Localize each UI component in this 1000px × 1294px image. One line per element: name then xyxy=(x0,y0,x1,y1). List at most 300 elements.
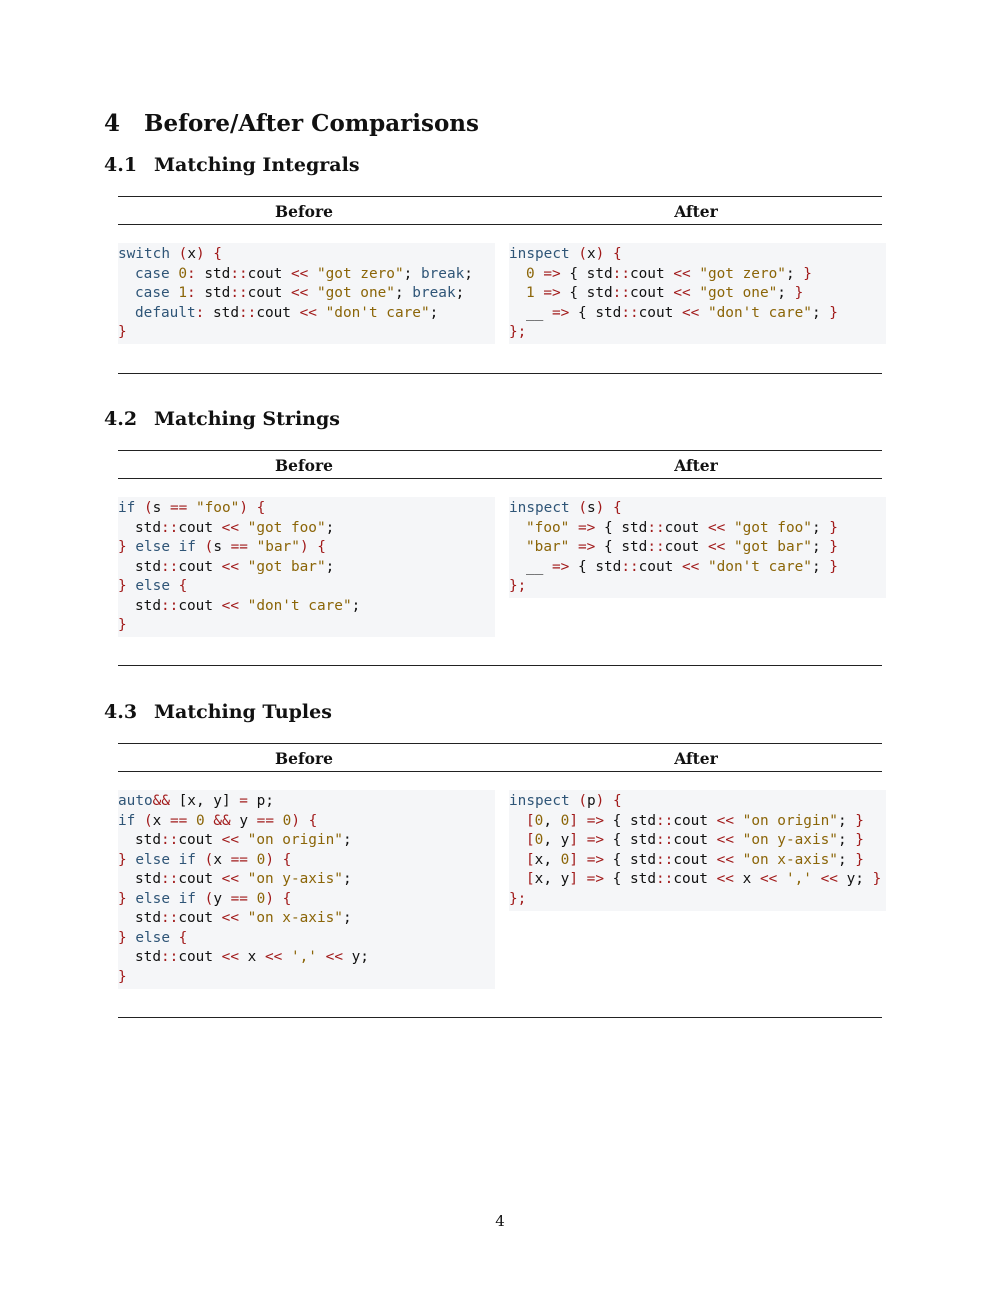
code-token: :: xyxy=(647,539,665,555)
code-token xyxy=(239,832,248,848)
code-token: :: xyxy=(656,812,674,829)
code-token: "got foo" xyxy=(247,519,326,536)
code-token: << xyxy=(673,285,691,301)
code-line xyxy=(118,519,495,539)
top-rule xyxy=(118,743,882,744)
code-token: cout xyxy=(629,285,674,301)
code-token: : xyxy=(195,304,205,321)
code-token: [ xyxy=(526,871,535,887)
code-token: x xyxy=(187,246,196,262)
subsection-heading-4-1 xyxy=(104,154,360,176)
code-block-before xyxy=(118,497,495,637)
column-header-after: After xyxy=(674,749,718,768)
top-rule xyxy=(118,196,882,197)
code-token: ) { xyxy=(265,851,292,868)
code-token: cout xyxy=(664,539,708,555)
comparison-table-tuples xyxy=(118,743,882,1023)
code-token: :: xyxy=(161,597,179,614)
code-token: , y xyxy=(543,832,570,848)
code-token: p xyxy=(586,793,596,809)
code-token: std xyxy=(195,285,231,301)
code-token xyxy=(239,559,248,575)
code-token: } xyxy=(118,929,136,946)
code-token: << xyxy=(290,285,309,301)
code-token: << xyxy=(681,558,700,575)
code-token: :: xyxy=(161,558,179,575)
code-token: 0 xyxy=(282,812,292,829)
code-token: std xyxy=(135,597,161,614)
code-token: ) { xyxy=(595,246,622,262)
code-token: } xyxy=(118,578,136,594)
code-token: "on x-axis" xyxy=(742,851,838,868)
code-token xyxy=(187,500,196,516)
code-token: cout xyxy=(247,285,291,301)
code-token: y xyxy=(213,890,231,907)
code-token: :: xyxy=(612,285,630,301)
code-line xyxy=(118,870,495,890)
code-token: cout xyxy=(247,265,291,282)
code-line xyxy=(118,948,495,968)
code-token: , xyxy=(543,812,561,829)
code-token xyxy=(578,852,587,868)
code-token: && xyxy=(213,812,231,829)
code-token xyxy=(569,539,578,555)
code-token xyxy=(248,891,257,907)
code-token: ( xyxy=(135,500,153,516)
code-token: x xyxy=(152,812,170,829)
code-token: [ xyxy=(526,832,535,848)
code-line xyxy=(118,323,495,343)
code-token: == xyxy=(169,812,188,829)
code-line xyxy=(118,616,495,636)
code-token: cout xyxy=(178,519,222,536)
code-token: "don't care" xyxy=(247,597,352,614)
code-token: ',' xyxy=(785,871,812,887)
code-token: std xyxy=(135,558,161,575)
code-token: :: xyxy=(621,304,639,321)
code-token: cout xyxy=(178,832,222,848)
code-token: }; xyxy=(509,578,527,594)
code-token: cout xyxy=(664,519,708,536)
code-token xyxy=(248,539,257,555)
code-token: => xyxy=(586,871,604,887)
code-line xyxy=(509,870,886,890)
code-token: "on origin" xyxy=(742,812,838,829)
code-token: } xyxy=(829,558,838,575)
code-token: :: xyxy=(230,265,248,282)
code-token: "don't care" xyxy=(325,304,430,321)
code-token: "on origin" xyxy=(247,832,343,848)
code-token: } xyxy=(829,539,838,555)
code-token: 1 xyxy=(178,285,187,301)
code-token: ; xyxy=(837,832,856,848)
code-token: << xyxy=(221,949,239,965)
code-line xyxy=(118,577,495,597)
code-token: { std xyxy=(560,265,613,282)
header-rule xyxy=(118,478,882,479)
code-token: "foo" xyxy=(195,500,240,516)
code-line xyxy=(509,558,886,578)
code-line xyxy=(118,245,495,265)
code-token: { std xyxy=(569,304,622,321)
code-token: 0 xyxy=(526,265,535,282)
code-token: ; xyxy=(342,871,352,887)
code-token: }; xyxy=(509,324,527,340)
code-token: } xyxy=(829,304,838,321)
subsection-number: 4.1 xyxy=(104,154,138,176)
code-token: "on x-axis" xyxy=(247,910,343,926)
code-token: ; xyxy=(785,265,804,282)
code-token: ) { xyxy=(195,246,222,262)
code-token: { std xyxy=(604,812,656,829)
code-token: "don't care" xyxy=(707,304,812,321)
code-token: y xyxy=(230,812,257,829)
code-token: :: xyxy=(656,832,674,848)
code-token: cout xyxy=(638,304,682,321)
code-token: { std xyxy=(560,285,613,301)
code-token: } xyxy=(855,851,864,868)
code-token: x xyxy=(586,246,596,262)
code-token xyxy=(308,285,317,301)
code-token: << xyxy=(716,812,734,829)
code-token xyxy=(187,813,196,829)
code-token: ; xyxy=(455,285,465,301)
code-token xyxy=(282,949,291,965)
code-line xyxy=(118,968,495,988)
top-rule xyxy=(118,450,882,451)
code-token: => xyxy=(552,304,570,321)
code-token: { xyxy=(169,578,188,594)
code-token: std xyxy=(135,519,161,536)
code-token: inspect xyxy=(509,793,570,809)
code-token: cout xyxy=(178,910,222,926)
code-token: "got zero" xyxy=(316,265,404,282)
code-token: ) { xyxy=(291,812,318,829)
code-token: "bar" xyxy=(526,539,570,555)
code-token: << xyxy=(707,539,726,555)
code-token: ; xyxy=(837,851,856,868)
code-token: 0 xyxy=(560,851,570,868)
code-line xyxy=(509,792,886,812)
code-token: => xyxy=(552,558,570,575)
code-token: ; xyxy=(811,519,830,536)
code-token: ; xyxy=(325,519,335,536)
code-line xyxy=(509,812,886,832)
comparison-table-integrals xyxy=(118,196,882,376)
code-token: __ xyxy=(526,558,552,575)
code-token: x, y xyxy=(534,871,570,887)
code-token: y; xyxy=(837,871,873,887)
code-token: switch xyxy=(118,246,170,262)
code-token: ; xyxy=(464,265,473,282)
code-token: :: xyxy=(647,519,665,536)
section-heading xyxy=(104,110,479,137)
code-token xyxy=(734,813,743,829)
code-token: cout xyxy=(178,949,222,965)
code-token xyxy=(734,852,743,868)
code-line xyxy=(509,831,886,851)
code-token: "got bar" xyxy=(733,539,812,555)
code-token: => xyxy=(543,285,561,301)
code-token: { std xyxy=(604,851,656,868)
code-token xyxy=(239,598,248,614)
code-token xyxy=(699,305,708,321)
code-token: "on y-axis" xyxy=(742,832,838,848)
code-token: ] xyxy=(569,832,579,848)
code-token: :: xyxy=(656,851,674,868)
code-token: ( xyxy=(169,246,188,262)
code-token: << xyxy=(221,558,239,575)
code-token: << xyxy=(707,519,726,536)
code-token: ; xyxy=(394,285,413,301)
code-line xyxy=(509,890,886,910)
code-token: 0 xyxy=(256,890,266,907)
code-token: ) { xyxy=(595,500,622,516)
header-rule xyxy=(118,224,882,225)
code-token: } xyxy=(118,968,127,985)
code-token: 0 xyxy=(534,812,544,829)
code-token: default xyxy=(135,304,196,321)
code-token: : xyxy=(187,265,196,282)
code-token: << xyxy=(759,871,778,887)
code-line xyxy=(509,538,886,558)
code-token: std xyxy=(195,265,231,282)
code-token: << xyxy=(681,304,700,321)
code-token xyxy=(308,266,317,282)
code-token: :: xyxy=(621,558,639,575)
code-token: ) { xyxy=(239,500,266,516)
code-token: else xyxy=(135,578,170,594)
code-token: << xyxy=(221,597,239,614)
code-token: if xyxy=(118,500,136,516)
code-token: cout xyxy=(673,812,717,829)
code-line xyxy=(118,284,495,304)
code-token: std xyxy=(135,949,161,965)
code-token: :: xyxy=(238,304,257,321)
code-token: ] xyxy=(569,871,578,887)
code-token: } xyxy=(855,832,864,848)
code-token: s xyxy=(213,539,231,555)
code-token: "bar" xyxy=(256,539,300,555)
code-block-before xyxy=(118,790,495,989)
code-token xyxy=(317,949,326,965)
bottom-rule xyxy=(118,665,882,666)
code-token: { std xyxy=(604,832,656,848)
code-token xyxy=(725,539,734,555)
column-header-before: Before xyxy=(275,456,333,475)
code-token: cout xyxy=(178,558,222,575)
bottom-rule xyxy=(118,1017,882,1018)
code-token: << xyxy=(221,832,239,848)
code-token: break xyxy=(420,265,465,282)
code-token: 0 xyxy=(178,265,187,282)
code-token: << xyxy=(221,519,239,536)
code-token: : xyxy=(187,285,196,301)
code-token: "don't care" xyxy=(707,558,812,575)
code-token xyxy=(274,813,283,829)
code-token: { std xyxy=(595,519,648,536)
code-token: << xyxy=(325,949,343,965)
code-token: } xyxy=(855,812,864,829)
code-token xyxy=(691,266,700,282)
code-line xyxy=(118,851,495,871)
code-block-before xyxy=(118,243,495,344)
code-token: ; xyxy=(325,558,335,575)
code-token: ; xyxy=(811,539,830,555)
code-token: case xyxy=(135,265,170,282)
code-line xyxy=(118,265,495,285)
code-token: ] xyxy=(569,812,579,829)
code-token: << xyxy=(290,265,309,282)
code-token: p; xyxy=(247,793,274,809)
code-token: == xyxy=(230,539,248,555)
code-token: 0 xyxy=(534,832,544,848)
code-token: } xyxy=(118,890,136,907)
section-number: 4 xyxy=(104,110,121,137)
code-line xyxy=(509,851,886,871)
code-token: x, xyxy=(534,851,561,868)
code-token: else if xyxy=(135,539,196,555)
code-token: 0 xyxy=(256,851,266,868)
code-token: else if xyxy=(135,851,196,868)
code-token: std xyxy=(135,871,161,887)
subsection-heading-4-2 xyxy=(104,408,340,430)
code-token: ; xyxy=(777,285,795,301)
code-token: == xyxy=(256,812,274,829)
code-token: cout xyxy=(673,871,717,887)
code-token xyxy=(239,871,248,887)
code-token: ; xyxy=(342,910,352,926)
code-line xyxy=(509,499,886,519)
code-token: } xyxy=(872,871,882,887)
column-header-before: Before xyxy=(275,202,333,221)
code-line xyxy=(118,929,495,949)
code-token: x xyxy=(733,871,760,887)
code-token: { xyxy=(169,929,188,946)
code-token: } xyxy=(118,617,127,633)
code-token: std xyxy=(135,832,161,848)
subsection-heading-4-3 xyxy=(104,701,332,723)
code-token: ) { xyxy=(299,539,326,555)
code-token: } xyxy=(118,324,127,340)
code-token: ; xyxy=(429,304,439,321)
code-line xyxy=(118,909,495,929)
code-token: => xyxy=(543,265,561,282)
code-token: "got one" xyxy=(699,285,778,301)
code-token: ; xyxy=(342,832,352,848)
code-token: } xyxy=(118,851,136,868)
code-token: else xyxy=(135,929,170,946)
code-token: cout xyxy=(256,304,300,321)
code-token: ; xyxy=(403,265,421,282)
section-title: Before/After Comparisons xyxy=(144,110,479,137)
code-token: == xyxy=(230,890,248,907)
code-line xyxy=(509,519,886,539)
code-token: << xyxy=(299,304,317,321)
code-token: << xyxy=(221,871,239,887)
code-block-after xyxy=(509,497,886,598)
subsection-number: 4.2 xyxy=(104,408,138,430)
page-number: 4 xyxy=(495,1212,505,1230)
code-token: 0 xyxy=(195,812,205,829)
code-token xyxy=(569,520,578,536)
code-token: << xyxy=(716,851,734,868)
code-line xyxy=(118,538,495,558)
code-token: } xyxy=(118,539,136,555)
code-token: inspect xyxy=(509,500,570,516)
code-line xyxy=(118,499,495,519)
code-line xyxy=(118,890,495,910)
code-token: ; xyxy=(837,812,856,829)
subsection-number: 4.3 xyxy=(104,701,138,723)
code-token xyxy=(812,871,821,887)
code-token: ( xyxy=(195,890,214,907)
code-token: __ xyxy=(526,304,552,321)
code-token: x xyxy=(238,949,265,965)
code-token: }; xyxy=(509,890,527,907)
code-token: std xyxy=(204,304,239,321)
subsection-title: Matching Strings xyxy=(154,408,340,430)
code-line xyxy=(509,265,886,285)
code-token xyxy=(691,285,700,301)
code-token: { std xyxy=(604,871,656,887)
code-token: << xyxy=(264,949,283,965)
column-header-after: After xyxy=(674,202,718,221)
code-token: } xyxy=(803,265,812,282)
code-token: => xyxy=(578,539,596,555)
code-token: << xyxy=(716,832,734,848)
code-token: && xyxy=(152,793,170,809)
subsection-title: Matching Tuples xyxy=(154,701,332,723)
code-token: << xyxy=(820,871,838,887)
code-token: = xyxy=(239,793,248,809)
code-token: { std xyxy=(569,558,622,575)
code-token: ( xyxy=(135,812,153,829)
code-token: cout xyxy=(178,597,222,614)
code-token: [x, y] xyxy=(169,793,240,809)
code-line xyxy=(118,558,495,578)
column-header-after: After xyxy=(674,456,718,475)
code-token: "foo" xyxy=(526,519,570,536)
code-line xyxy=(118,831,495,851)
code-token: x xyxy=(213,851,231,868)
code-line xyxy=(509,577,886,597)
header-rule xyxy=(118,771,882,772)
code-token: cout xyxy=(178,871,222,887)
code-token: cout xyxy=(673,832,717,848)
code-line xyxy=(118,812,495,832)
code-token: [ xyxy=(526,851,535,868)
code-token xyxy=(578,832,587,848)
code-token: :: xyxy=(230,285,248,301)
code-line xyxy=(509,323,886,343)
code-token xyxy=(777,871,786,887)
code-token: == xyxy=(230,851,248,868)
code-token: "got foo" xyxy=(733,519,812,536)
code-token xyxy=(248,852,257,868)
code-token: cout xyxy=(629,265,674,282)
code-token: auto xyxy=(118,793,153,809)
code-token: if xyxy=(118,812,136,829)
code-token: ( xyxy=(195,539,214,555)
code-token: => xyxy=(578,519,596,536)
code-token xyxy=(578,813,587,829)
column-header-before: Before xyxy=(275,749,333,768)
code-token: :: xyxy=(161,519,179,536)
code-token: ; xyxy=(811,558,830,575)
code-token: 0 xyxy=(560,812,570,829)
code-token xyxy=(239,520,248,536)
